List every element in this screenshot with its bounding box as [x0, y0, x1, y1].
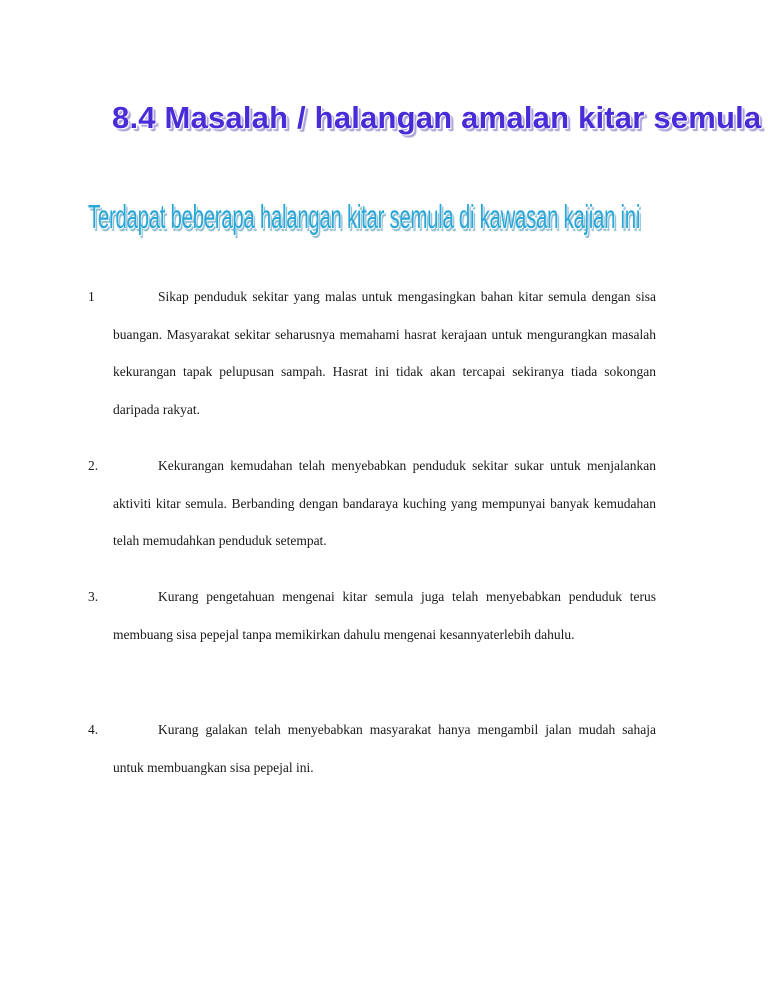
section-heading: 8.4 Masalah / halangan amalan kitar semula [112, 100, 762, 135]
list-item [88, 578, 656, 653]
list-item [88, 278, 656, 428]
list-item-number: 2. [88, 458, 99, 473]
list-item-number: 3. [88, 589, 99, 604]
list-item [88, 447, 656, 560]
list-item-text: Sikap penduduk sekitar yang malas untuk mengasingkan bahan kitar semula dengan sisa buangan. Masyarakat sekitar seharusnya memahami hasrat kerajaan untuk mengurangkan masalah kekurangan tapak pelupusan sampah. Hasrat ini tidak akan tercapai sekiranya tiada sokongan daripada rakyat. [113, 289, 656, 417]
list-item-text: Kurang pengetahuan mengenai kitar semula juga telah menyebabkan penduduk terus membuang sisa pepejal tanpa memikirkan dahulu mengenai kesannyaterlebih dahulu. [113, 589, 656, 642]
list-item-number: 4. [88, 722, 99, 737]
list-item-text: Kurang galakan telah menyebabkan masyarakat hanya mengambil jalan mudah sahaja untuk membuangkan sisa pepejal ini. [113, 722, 656, 775]
list-item [88, 711, 656, 786]
list-item-text: Kekurangan kemudahan telah menyebabkan penduduk sekitar sukar untuk menjalankan aktiviti kitar semula. Berbanding dengan bandaraya kuching yang mempunyai banyak kemudahan telah memudahkan penduduk setempat. [113, 458, 656, 548]
list-item-number: 1 [88, 289, 95, 304]
section-subheading: Terdapat beberapa halangan kitar semula di kawasan kajian ini [88, 198, 641, 235]
